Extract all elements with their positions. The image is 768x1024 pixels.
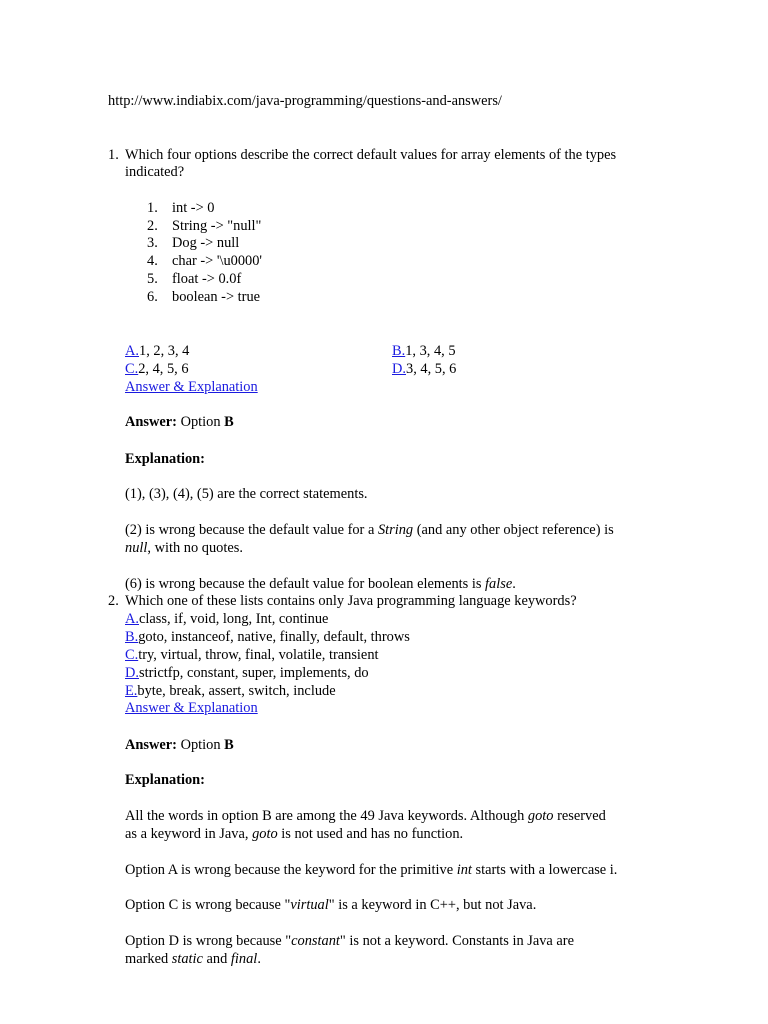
q2-option-a xyxy=(125,610,328,628)
option-d-link[interactable]: D. xyxy=(392,361,406,377)
q1-number: 1. xyxy=(108,147,119,163)
list-item: Dog -> null xyxy=(172,235,240,251)
explanation-label: Explanation: xyxy=(125,451,205,467)
q2-answer xyxy=(125,736,234,754)
q2-explanation-1-line2 xyxy=(125,825,463,843)
exp-term: final xyxy=(230,951,258,967)
list-item: char -> '\u0000' xyxy=(172,253,263,269)
option-d-text: strictfp, constant, super, implements, do xyxy=(139,665,369,681)
list-item-number: 6. xyxy=(147,289,158,305)
explanation-label: Explanation: xyxy=(125,772,205,788)
q2-option-d xyxy=(125,664,369,682)
q1-question-line1: Which four options describe the correct default values for array elements of the types xyxy=(125,147,617,163)
option-a-text: class, if, void, long, Int, continue xyxy=(139,611,329,627)
exp-text: reserved xyxy=(553,808,606,824)
q2-explanation-4-line1 xyxy=(125,932,574,950)
option-e-text: byte, break, assert, switch, include xyxy=(137,683,336,699)
option-a-link[interactable]: A. xyxy=(125,611,139,627)
exp-text: as a keyword in Java, xyxy=(125,826,253,842)
q2-option-b xyxy=(125,628,410,646)
exp-text: " is a keyword in C++, but not Java. xyxy=(328,897,537,913)
list-item-number: 1. xyxy=(147,200,158,216)
exp-text: " is not a keyword. Constants in Java are xyxy=(339,933,574,949)
exp-term: virtual xyxy=(290,897,329,913)
exp-text: and xyxy=(202,951,231,967)
option-c-text: try, virtual, throw, final, volatile, transient xyxy=(138,647,379,663)
list-item-number: 2. xyxy=(147,218,158,234)
option-b-link[interactable]: B. xyxy=(392,343,406,359)
q2-question: Which one of these lists contains only Java programming language keywords? xyxy=(125,593,577,609)
exp-text: (6) is wrong because the default value for boolean elements is xyxy=(125,576,486,592)
option-b-link[interactable]: B. xyxy=(125,629,139,645)
q1-explanation-heading xyxy=(125,450,205,468)
option-a-text: 1, 2, 3, 4 xyxy=(139,343,190,359)
exp-text: Option C is wrong because " xyxy=(125,897,291,913)
exp-text: . xyxy=(257,951,261,967)
option-c-text: 2, 4, 5, 6 xyxy=(138,361,189,377)
exp-text: (and any other object reference) is xyxy=(413,522,614,538)
exp-term: int xyxy=(456,862,472,878)
q1-answer-explanation-link[interactable]: Answer & Explanation xyxy=(125,379,258,395)
option-c-link[interactable]: C. xyxy=(125,361,139,377)
exp-text: (2) is wrong because the default value for a xyxy=(125,522,378,538)
exp-text: starts with a lowercase i. xyxy=(471,862,618,878)
q2-option-c xyxy=(125,646,379,664)
exp-text: Option A is wrong because the keyword for the primitive xyxy=(125,862,457,878)
q1-option-a xyxy=(125,342,189,360)
answer-label: Answer: xyxy=(125,414,177,430)
list-item-number: 3. xyxy=(147,235,158,251)
q2-explanation-4-line2 xyxy=(125,950,261,968)
list-item-number: 4. xyxy=(147,253,158,269)
list-item-number: 5. xyxy=(147,271,158,287)
list-item: String -> "null" xyxy=(172,218,262,234)
exp-term: static xyxy=(171,951,203,967)
q1-option-c xyxy=(125,360,189,378)
q1-explanation-2-line1 xyxy=(125,521,614,539)
option-e-link[interactable]: E. xyxy=(125,683,138,699)
q2-explanation-heading xyxy=(125,771,205,789)
answer-label: Answer: xyxy=(125,737,177,753)
q2-explanation-2 xyxy=(125,861,617,879)
q2-explanation-3 xyxy=(125,896,536,914)
list-item: float -> 0.0f xyxy=(172,271,242,287)
option-d-text: 3, 4, 5, 6 xyxy=(406,361,457,377)
list-item: int -> 0 xyxy=(172,200,215,216)
source-url: http://www.indiabix.com/java-programming/questions-and-answers/ xyxy=(108,93,502,109)
exp-text: is not used and has no function. xyxy=(277,826,464,842)
answer-option: B xyxy=(224,737,234,753)
answer-prefix: Option xyxy=(176,414,225,430)
exp-term: String xyxy=(377,522,414,538)
q2-answer-explanation-link[interactable]: Answer & Explanation xyxy=(125,700,258,716)
q1-question-line2: indicated? xyxy=(125,164,185,180)
option-c-link[interactable]: C. xyxy=(125,647,139,663)
q1-option-b xyxy=(392,342,456,360)
exp-text: All the words in option B are among the 49 Java keywords. Although xyxy=(125,808,528,824)
q1-explanation-3 xyxy=(125,575,516,593)
q2-option-e xyxy=(125,682,336,700)
exp-term: goto xyxy=(252,826,278,842)
exp-text: Option D is wrong because " xyxy=(125,933,292,949)
option-d-link[interactable]: D. xyxy=(125,665,139,681)
option-b-text: 1, 3, 4, 5 xyxy=(405,343,456,359)
answer-option: B xyxy=(224,414,234,430)
q1-explanation-1: (1), (3), (4), (5) are the correct statements. xyxy=(125,486,368,502)
q1-explanation-2-line2 xyxy=(125,539,243,557)
option-a-link[interactable]: A. xyxy=(125,343,139,359)
exp-text: , with no quotes. xyxy=(147,540,243,556)
exp-term: false xyxy=(485,576,513,592)
exp-term: constant xyxy=(291,933,340,949)
q1-answer xyxy=(125,413,234,431)
exp-term: goto xyxy=(527,808,554,824)
list-item: boolean -> true xyxy=(172,289,261,305)
answer-prefix: Option xyxy=(176,737,225,753)
q2-explanation-1-line1 xyxy=(125,807,606,825)
exp-text: . xyxy=(512,576,516,592)
exp-term: null xyxy=(125,540,148,556)
option-b-text: goto, instanceof, native, finally, default, throws xyxy=(138,629,410,645)
q1-option-d xyxy=(392,360,456,378)
q2-number: 2. xyxy=(108,593,119,609)
exp-text: marked xyxy=(125,951,172,967)
